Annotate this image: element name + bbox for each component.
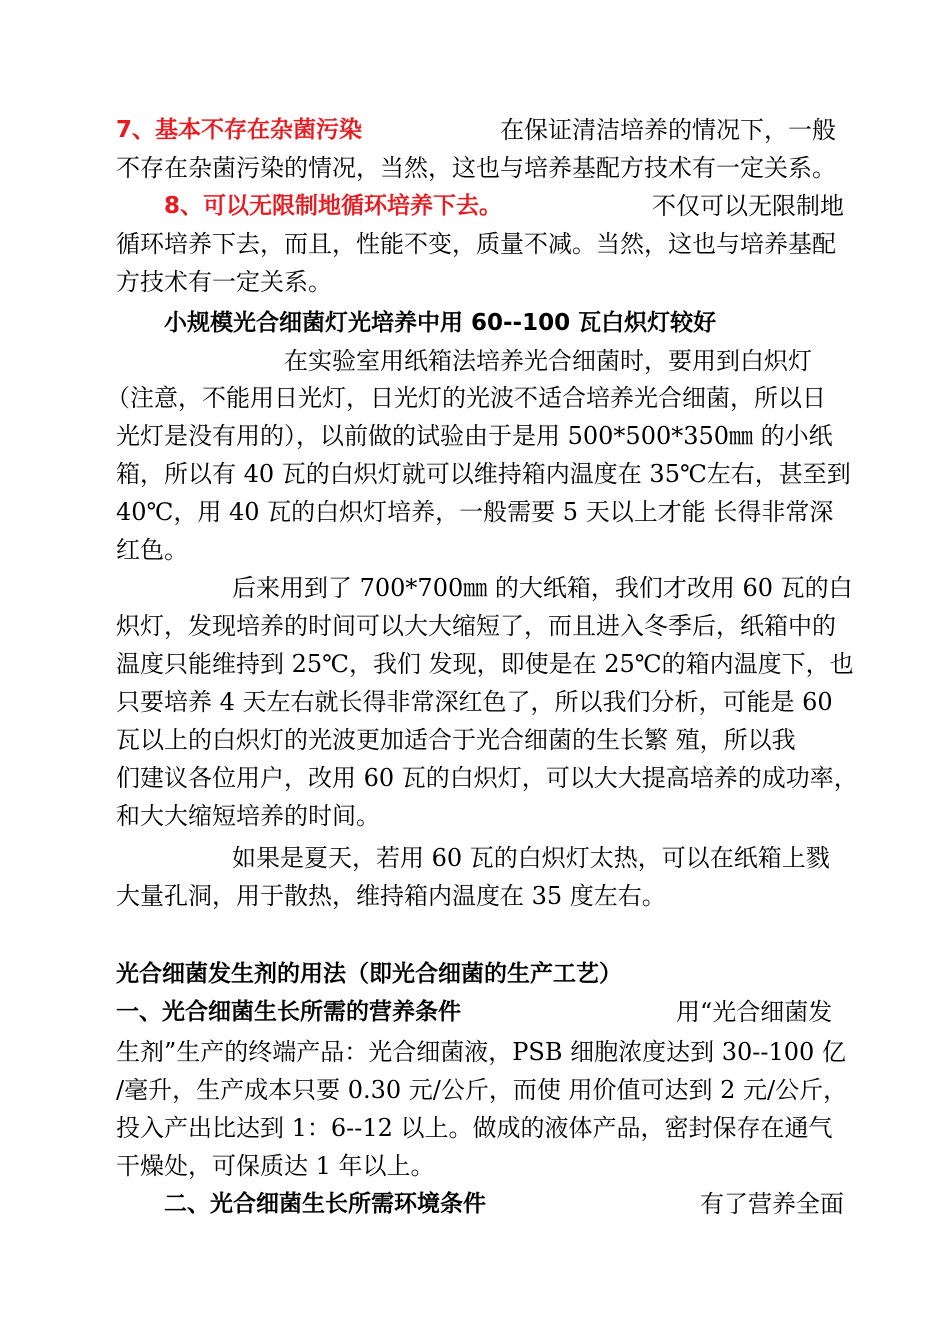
usage-s1-line-1-tail: 用“光合细菌发 [676, 998, 833, 1026]
usage-s2-heading: 二、光合细菌生长所需环境条件 [164, 1191, 486, 1217]
usage-s2-line-1-tail: 有了营养全面 [700, 1190, 844, 1218]
lamp-para-2-line-5: 瓦以上的白炽灯的光波更加适合于光合细菌的生长繁 殖，所以我 [116, 726, 796, 754]
usage-s1-heading: 一、光合细菌生长所需的营养条件 [116, 999, 461, 1025]
lamp-para-1-line-3: 光灯是没有用的），以前做的试验由于是用 500*500*350㎜ 的小纸 [116, 422, 833, 450]
lamp-para-3-line-1: 如果是夏天，若用 60 瓦的白炽灯太热，可以在纸箱上戮 [232, 844, 830, 872]
item-7-line-1-tail: 在保证清洁培养的情况下，一般 [500, 116, 836, 144]
lamp-para-2-line-4: 只要培养 4 天左右就长得非常深红色了，所以我们分析，可能是 60 [116, 688, 833, 716]
lamp-para-2-line-7: 和大大缩短培养的时间。 [116, 802, 380, 830]
item-8-line-2: 循环培养下去，而且，性能不变，质量不减。当然，这也与培养基配 [116, 230, 836, 258]
usage-section-title: 光合细菌发生剂的用法（即光合细菌的生产工艺） [116, 961, 622, 987]
item-8-line-3: 方技术有一定关系。 [116, 268, 332, 296]
usage-s1-line-3: /毫升，生产成本只要 0.30 元/公斤，而使 用价值可达到 2 元/公斤， [116, 1076, 848, 1104]
item-8-line-1-tail: 不仅可以无限制地 [652, 192, 844, 220]
lamp-para-1-line-6: 红色。 [116, 536, 188, 564]
usage-s1-line-2: 生剂”生产的终端产品：光合细菌液，PSB 细胞浓度达到 30--100 亿 [116, 1038, 846, 1066]
lamp-para-1-line-4: 箱，所以有 40 瓦的白炽灯就可以维持箱内温度在 35℃左右，甚至到 [116, 460, 851, 488]
lamp-section-title: 小规模光合细菌灯光培养中用 60--100 瓦白炽灯较好 [164, 310, 717, 336]
lamp-para-2-line-6: 们建议各位用户，改用 60 瓦的白炽灯，可以大大提高培养的成功率， [116, 764, 858, 792]
item-7-line-2: 不存在杂菌污染的情况，当然，这也与培养基配方技术有一定关系。 [116, 154, 836, 182]
usage-s1-line-5: 干燥处，可保质达 1 年以上。 [116, 1152, 435, 1180]
item-8-heading: 8、可以无限制地循环培养下去。 [164, 193, 503, 219]
lamp-para-2-line-3: 温度只能维持到 25℃，我们 发现，即使是在 25℃的箱内温度下，也 [116, 650, 854, 678]
item-7-heading: 7、基本不存在杂菌污染 [116, 117, 363, 143]
lamp-para-1-line-2: （注意，不能用日光灯，日光灯的光波不适合培养光合细菌，所以日 [106, 384, 826, 412]
lamp-para-1-line-5: 40℃，用 40 瓦的白炽灯培养，一般需要 5 天以上才能 长得非常深 [116, 498, 834, 526]
lamp-para-2-line-2: 炽灯，发现培养的时间可以大大缩短了，而且进入冬季后，纸箱中的 [116, 612, 836, 640]
lamp-para-2-line-1: 后来用到了 700*700㎜ 的大纸箱，我们才改用 60 瓦的白 [232, 574, 853, 602]
usage-s1-line-4: 投入产出比达到 1：6--12 以上。做成的液体产品，密封保存在通气 [116, 1114, 833, 1142]
lamp-para-1-line-1: 在实验室用纸箱法培养光合细菌时，要用到白炽灯 [284, 347, 812, 375]
lamp-para-3-line-2: 大量孔洞，用于散热，维持箱内温度在 35 度左右。 [116, 882, 666, 910]
